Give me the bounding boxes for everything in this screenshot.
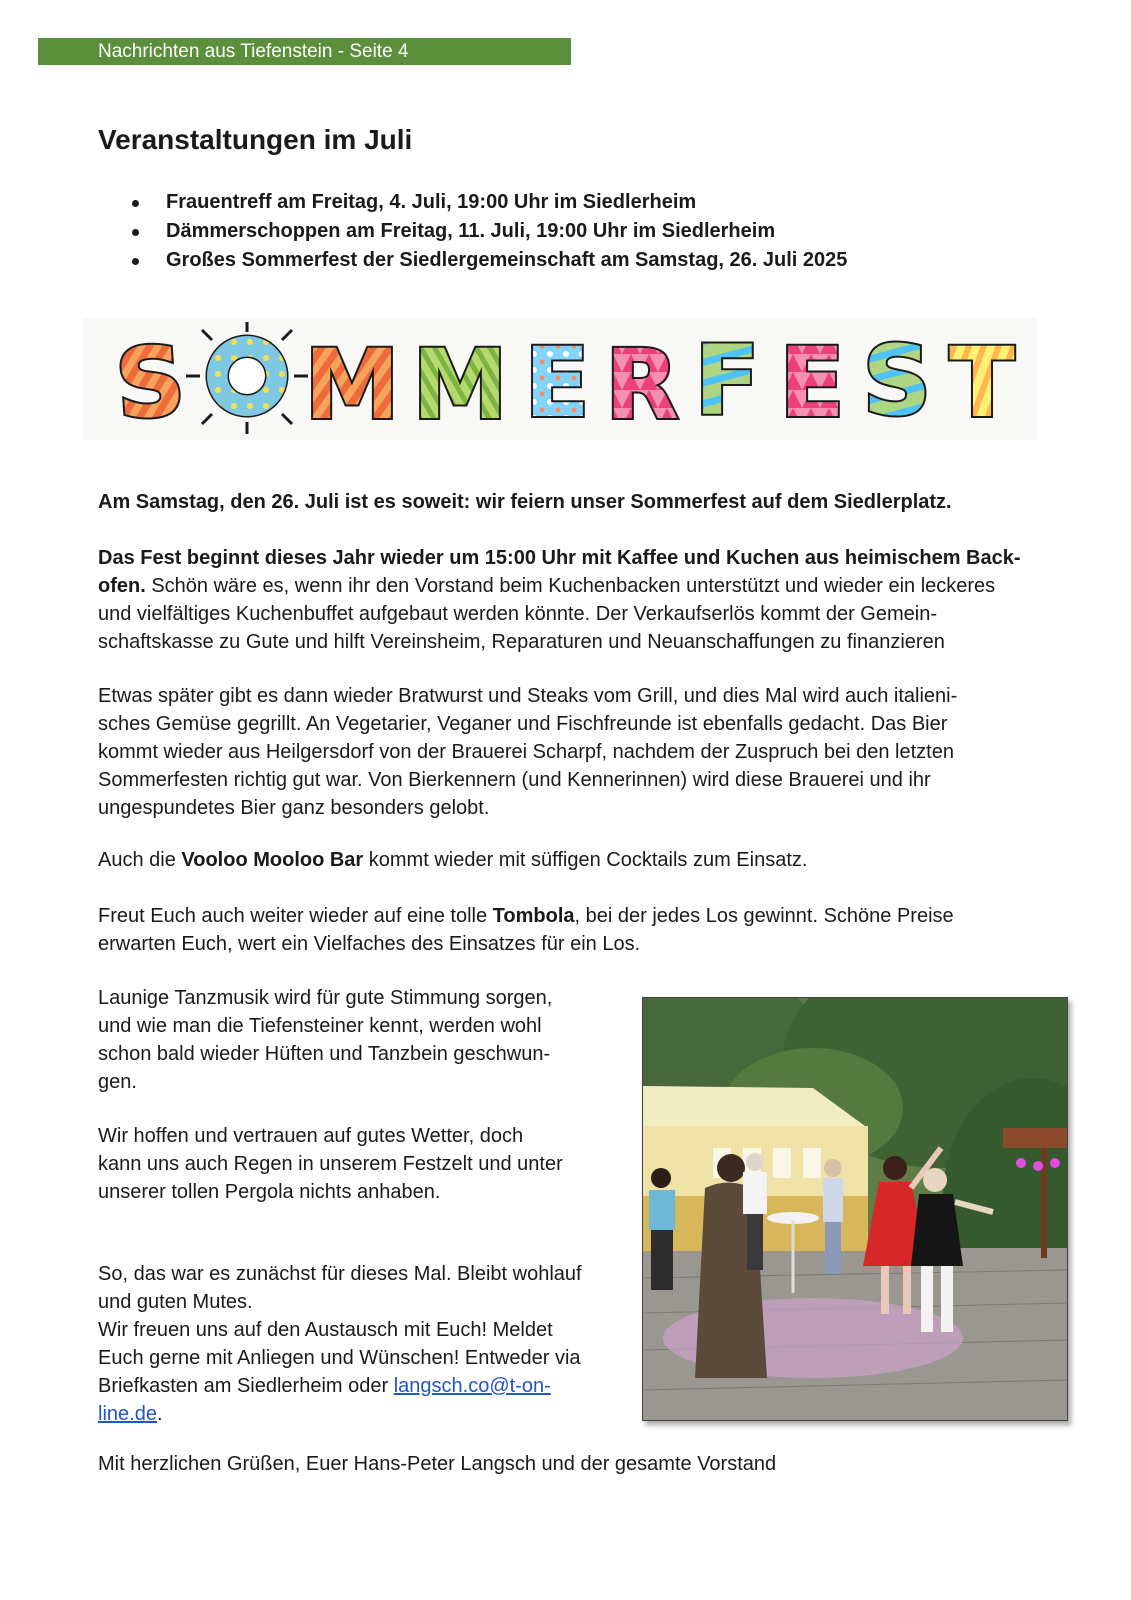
banner-letter: F	[694, 325, 760, 437]
grill-line: Etwas später gibt es dann wieder Bratwurst und Steaks vom Grill, und dies Mal wird auch italieni-	[98, 685, 958, 707]
grill-line: sches Gemüse gegrillt. An Vegetarier, Veganer und Fischfreunde ist ebenfalls gedacht. Das Bier	[98, 713, 948, 735]
intro-text: Am Samstag, den 26. Juli ist es soweit: wir feiern unser Sommerfest auf dem Siedlerplatz.	[98, 491, 952, 513]
dance-line: schon bald wieder Hüften und Tanzbein geschwun-	[98, 1043, 551, 1065]
tombola-text: , bei der jedes Los gewinnt. Schöne Preise	[574, 905, 954, 927]
bar-paragraph	[98, 846, 807, 874]
banner-letter: S	[111, 324, 189, 440]
event-list	[130, 188, 847, 275]
email-link[interactable]: line.de	[98, 1403, 157, 1425]
dance-paragraph	[98, 984, 552, 1096]
grill-paragraph	[98, 682, 957, 822]
bar-text: kommt wieder mit süffigen Cocktails zum Einsatz.	[363, 849, 808, 871]
sommerfest-banner	[82, 318, 1037, 440]
dance-line: gen.	[98, 1071, 137, 1093]
cake-line: Das Fest beginnt dieses Jahr wieder um 15:00 Uhr mit Kaffee und Kuchen aus heimischem Back-	[98, 547, 1021, 569]
tombola-text: Freut Euch auch weiter wieder auf eine tolle	[98, 905, 493, 927]
cake-line: und vielfältiges Kuchenbuffet aufgebaut werden könnte. Der Verkaufserlös kommt der Gemein-	[98, 603, 937, 625]
tombola-line: erwarten Euch, wert ein Vielfaches des Einsatzes für ein Los.	[98, 933, 641, 955]
banner-letter: T	[949, 327, 1015, 439]
banner-letter: E	[779, 327, 845, 439]
sun-icon	[186, 322, 308, 434]
signature: Mit herzlichen Grüßen, Euer Hans-Peter Langsch und der gesamte Vorstand	[98, 1453, 777, 1475]
party-photo	[642, 997, 1068, 1421]
tombola-line	[98, 902, 954, 930]
cake-text: Schön wäre es, wenn ihr den Vorstand beim Kuchenbacken unterstützt und wieder ein leckeres	[145, 575, 996, 597]
cake-paragraph	[98, 544, 1021, 656]
closing-paragraph	[98, 1260, 582, 1428]
closing-line: Euch gerne mit Anliegen und Wünschen! Entweder via	[98, 1347, 581, 1369]
grill-line: ungespundetes Bier ganz besonders gelobt.	[98, 797, 490, 819]
cake-line: schaftskasse zu Gute und hilft Vereinsheim, Reparaturen und Neuanschaffungen zu finanzieren	[98, 631, 945, 653]
dance-line: Launige Tanzmusik wird für gute Stimmung sorgen,	[98, 987, 553, 1009]
closing-line: Wir freuen uns auf den Austausch mit Euch! Meldet	[98, 1319, 553, 1341]
tombola-paragraph	[98, 902, 954, 958]
closing-line	[98, 1372, 582, 1400]
tombola-name: Tombola	[492, 905, 575, 927]
weather-line: kann uns auch Regen in unserem Festzelt und unter	[98, 1153, 563, 1175]
banner-letter: M	[412, 329, 508, 440]
closing-text: .	[156, 1403, 163, 1425]
page-header: Nachrichten aus Tiefenstein - Seite 4	[38, 38, 571, 65]
list-item: Dämmerschoppen am Freitag, 11. Juli, 19:00 Uhr im Siedlerheim	[130, 217, 847, 246]
list-item: Frauentreff am Freitag, 4. Juli, 19:00 Uhr im Siedlerheim	[130, 188, 847, 217]
banner-letter: E	[524, 327, 590, 439]
weather-paragraph	[98, 1122, 563, 1206]
banner-letter: S	[862, 325, 932, 437]
weather-line: unserer tollen Pergola nichts anhaben.	[98, 1181, 441, 1203]
page-title: Veranstaltungen im Juli	[98, 124, 413, 155]
closing-line: So, das war es zunächst für dieses Mal. Bleibt wohlauf	[98, 1263, 582, 1285]
banner-letter: M	[304, 329, 400, 440]
list-item: Großes Sommerfest der Siedlergemeinschaft am Samstag, 26. Juli 2025	[130, 246, 847, 275]
banner-letter: R	[605, 329, 679, 440]
bar-name: Vooloo Mooloo Bar	[181, 849, 364, 871]
sommerfest-logo	[82, 318, 1037, 440]
weather-line: Wir hoffen und vertrauen auf gutes Wetter, doch	[98, 1125, 524, 1147]
grill-line: Sommerfesten richtig gut war. Von Bierkennern (und Kennerinnen) wird diese Brauerei und ihr	[98, 769, 931, 791]
dance-line: und wie man die Tiefensteiner kennt, werden wohl	[98, 1015, 542, 1037]
closing-line	[98, 1400, 582, 1428]
bar-text: Auch die	[98, 849, 182, 871]
cake-bold: ofen.	[98, 575, 146, 597]
closing-text: Briefkasten am Siedlerheim oder	[98, 1375, 394, 1397]
closing-line: und guten Mutes.	[98, 1291, 253, 1313]
email-link[interactable]: langsch.co@t-on-	[393, 1375, 551, 1397]
grill-line: kommt wieder aus Heilgersdorf von der Brauerei Scharpf, nachdem der Zuspruch bei den letzten	[98, 741, 954, 763]
party-photo-illustration	[643, 998, 1067, 1420]
cake-line	[98, 572, 1021, 600]
